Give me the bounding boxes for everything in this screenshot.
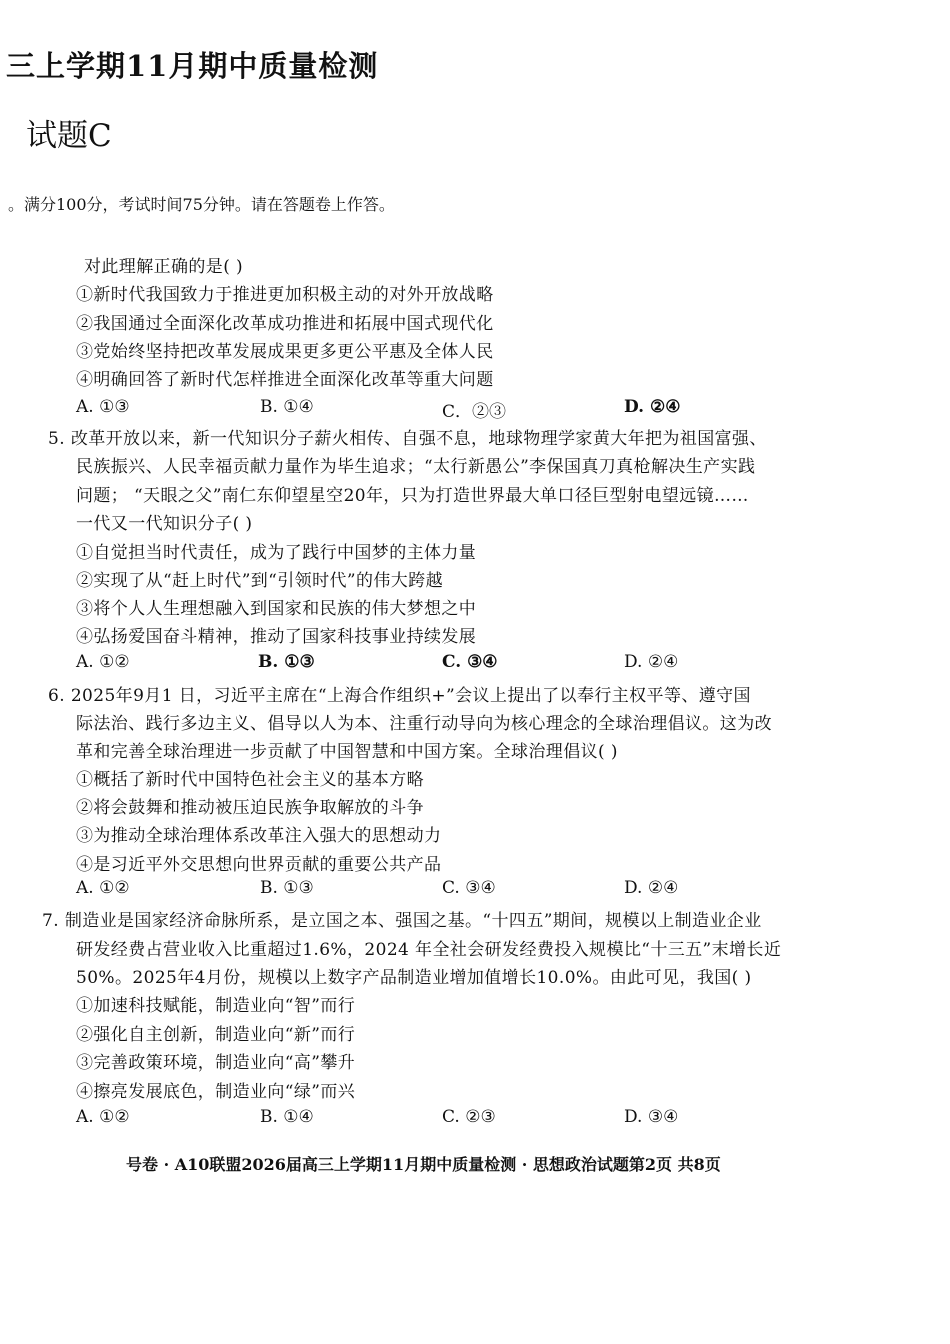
- answer-option-c: C. ③④: [442, 652, 498, 672]
- answer-option-b: B. ①④: [260, 1107, 314, 1127]
- statement-item: ①新时代我国致力于推进更加积极主动的对外开放战略: [76, 285, 494, 305]
- page-footer: 号卷 · A10联盟2026届高三上学期11月期中质量检测 · 思想政治试题第2页 共8页: [126, 1155, 721, 1174]
- statement-item: ④是习近平外交思想向世界贡献的重要公共产品: [76, 855, 442, 875]
- question-text: 6. 2025年9月1 日，习近平主席在“上海合作组织+”会议上提出了以奉行主权平等、遵守国: [48, 686, 751, 706]
- statement-item: ②我国通过全面深化改革成功推进和拓展中国式现代化: [76, 314, 494, 334]
- answer-option-a: A. ①②: [76, 1107, 130, 1127]
- answer-option-d: D. ②④: [624, 652, 679, 672]
- question-text: 革和完善全球治理进一步贡献了中国智慧和中国方案。全球治理倡议( ): [76, 742, 618, 762]
- statement-item: ②实现了从“赶上时代”到“引领时代”的伟大跨越: [76, 571, 443, 591]
- answer-option-c: C．②③: [442, 402, 507, 422]
- statement-item: ③完善政策环境，制造业向“高”攀升: [76, 1053, 356, 1073]
- answer-option-d: D. ②④: [624, 878, 679, 898]
- question-text: 际法治、践行多边主义、倡导以人为本、注重行动导向为核心理念的全球治理倡议。这为改: [76, 714, 772, 734]
- statement-item: ②将会鼓舞和推动被压迫民族争取解放的斗争: [76, 798, 424, 818]
- statement-item: ③为推动全球治理体系改革注入强大的思想动力: [76, 826, 442, 846]
- answer-option-a: A. ①②: [76, 652, 130, 672]
- statement-item: ①加速科技赋能，制造业向“智”而行: [76, 996, 356, 1016]
- answer-option-d: D. ②④: [624, 397, 681, 417]
- statement-item: ③将个人人生理想融入到国家和民族的伟大梦想之中: [76, 599, 477, 619]
- question-text: 7. 制造业是国家经济命脉所系，是立国之本、强国之基。“十四五”期间，规模以上制造业企业: [42, 911, 762, 931]
- statement-item: ④明确回答了新时代怎样推进全面深化改革等重大问题: [76, 370, 494, 390]
- statement-item: ④擦亮发展底色，制造业向“绿”而兴: [76, 1082, 356, 1102]
- answer-option-c: C. ②③: [442, 1107, 496, 1127]
- statement-item: ③党始终坚持把改革发展成果更多更公平惠及全体人民: [76, 342, 494, 362]
- answer-option-d: D. ③④: [624, 1107, 679, 1127]
- question-text: 一代又一代知识分子( ): [76, 514, 253, 534]
- question-stem: 对此理解正确的是( ): [84, 257, 244, 277]
- answer-option-b: B. ①④: [260, 397, 314, 417]
- exam-title: 三上学期11月期中质量检测: [6, 49, 379, 83]
- answer-option-b: B. ①③: [260, 878, 314, 898]
- question-text: 民族振兴、人民幸福贡献力量作为毕生追求；“太行新愚公”李保国真刀真枪解决生产实践: [76, 457, 756, 477]
- question-text: 5. 改革开放以来，新一代知识分子薪火相传、自强不息，地球物理学家黄大年把为祖国富强、: [48, 429, 767, 449]
- question-text: 问题； “天眼之父”南仁东仰望星空20年，只为打造世界最大单口径巨型射电望远镜……: [76, 486, 749, 506]
- question-text: 研发经费占营业收入比重超过1.6%，2024 年全社会研发经费投入规模比“十三五”末增长近: [76, 940, 782, 960]
- answer-option-c: C. ③④: [442, 878, 496, 898]
- exam-subtitle: 试题C: [26, 118, 112, 154]
- statement-item: ④弘扬爱国奋斗精神，推动了国家科技事业持续发展: [76, 627, 477, 647]
- statement-item: ①概括了新时代中国特色社会主义的基本方略: [76, 770, 424, 790]
- statement-item: ①自觉担当时代责任，成为了践行中国梦的主体力量: [76, 543, 477, 563]
- answer-option-a: A. ①②: [76, 878, 130, 898]
- answer-option-a: A. ①③: [76, 397, 130, 417]
- question-text: 50%。2025年4月份，规模以上数字产品制造业增加值增长10.0%。由此可见，我国( ): [76, 968, 752, 988]
- exam-note: 。满分100分，考试时间75分钟。请在答题卷上作答。: [8, 195, 395, 214]
- statement-item: ②强化自主创新，制造业向“新”而行: [76, 1025, 356, 1045]
- answer-option-b: B. ①③: [258, 652, 315, 672]
